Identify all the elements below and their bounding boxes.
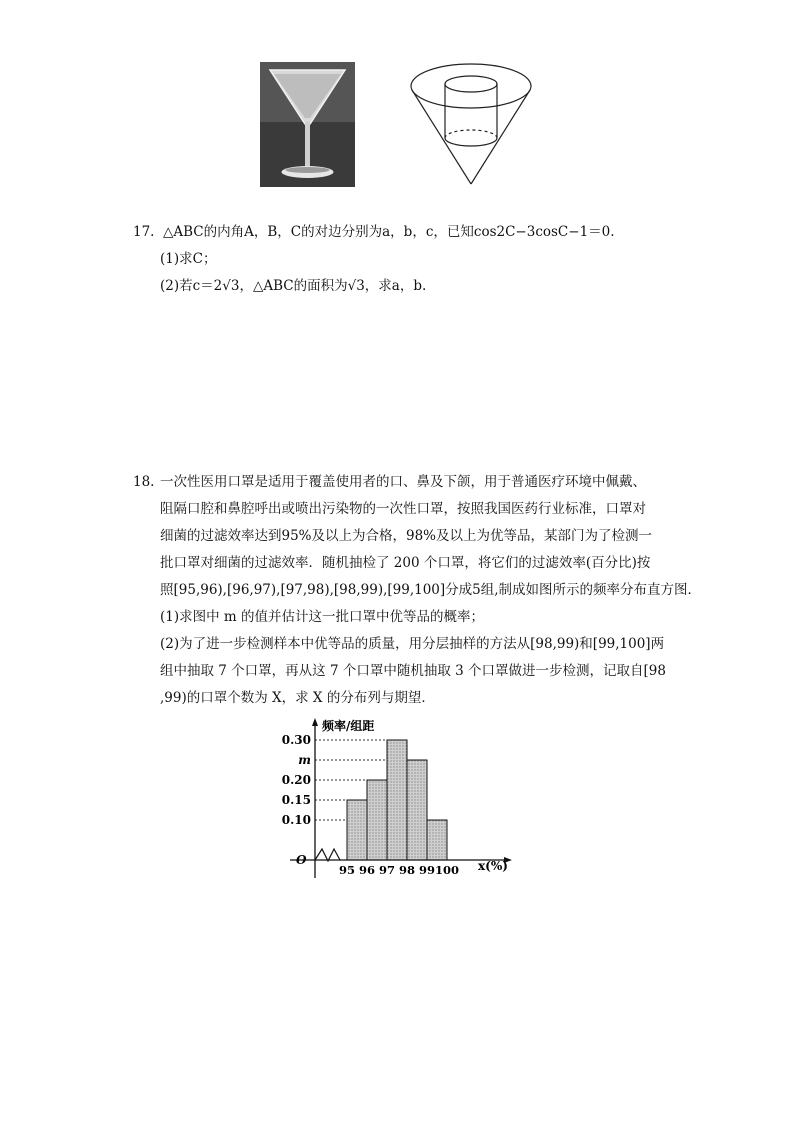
y-axis-label: 频率/组距: [322, 719, 375, 733]
problem-18-line: 照[95,96),[96,97),[97,98),[98,99),[99,100]分成5组,制成如图所示的频率分布直方图．: [160, 582, 702, 598]
histogram-bar: [407, 760, 427, 860]
problem-17-number: 17.: [133, 224, 155, 240]
problem-18-line: 组中抽取 7 个口罩，再从这 7 个口罩中随机抽取 3 个口罩做进一步检测，记取自[98: [160, 663, 666, 679]
frequency-histogram: [270, 718, 520, 893]
y-tick-label: 0.30: [281, 733, 311, 747]
x-tick-label: 95: [338, 863, 356, 877]
histogram-bar: [427, 820, 447, 860]
problem-18-number: 18.: [133, 474, 155, 490]
y-tick-label: 0.10: [281, 813, 311, 827]
problem-18-line: 一次性医用口罩是适用于覆盖使用者的口、鼻及下颌，用于普通医疗环境中佩戴、: [160, 474, 646, 490]
x-tick-label: 98: [398, 863, 416, 877]
y-axis-arrow: [312, 718, 318, 726]
problem-17-part1: (1)求C；: [160, 251, 217, 267]
y-tick-label: 0.15: [281, 793, 311, 807]
histogram-svg: [270, 718, 520, 893]
problem-18-line: 细菌的过滤效率达到95%及以上为合格，98%及以上为优等品，某部门为了检测一: [160, 528, 653, 544]
problem-18-line: (1)求图中 m 的值并估计这一批口罩中优等品的概率；: [160, 609, 485, 625]
histogram-bar: [347, 800, 367, 860]
martini-glass-photo: [260, 62, 355, 187]
problem-17-part2: (2)若c＝2√3，△ABC的面积为√3，求a，b.: [160, 278, 427, 294]
problem-18-line: (2)为了进一步检测样本中优等品的质量，用分层抽样的方法从[98,99)和[99,100]两: [160, 636, 665, 652]
problem-18-line: 批口罩对细菌的过滤效率．随机抽检了 200 个口罩，将它们的过滤效率(百分比)按: [160, 555, 651, 571]
martini-glass-illustration: [260, 62, 355, 187]
origin-label: O: [296, 853, 307, 867]
y-tick-label: 0.20: [281, 773, 311, 787]
x-axis-label: x(%): [478, 859, 508, 873]
axis-break-mark: [315, 849, 340, 861]
cone-cylinder-diagram: [405, 58, 537, 193]
x-tick-label: 100: [434, 863, 460, 877]
x-tick-label: 97: [378, 863, 396, 877]
problem-17-stem: △ABC的内角A，B，C的对边分别为a，b，c，已知cos2C−3cosC−1＝0.: [163, 224, 615, 240]
histogram-bar: [367, 780, 387, 860]
problem-18-line: ,99)的口罩个数为 X，求 X 的分布列与期望．: [160, 690, 435, 706]
x-tick-label: 99: [418, 863, 436, 877]
y-tick-label: m: [298, 753, 311, 767]
histogram-bar: [387, 740, 407, 860]
problem-18-line: 阻隔口腔和鼻腔呼出或喷出污染物的一次性口罩，按照我国医药行业标准，口罩对: [160, 501, 646, 517]
x-tick-label: 96: [358, 863, 376, 877]
